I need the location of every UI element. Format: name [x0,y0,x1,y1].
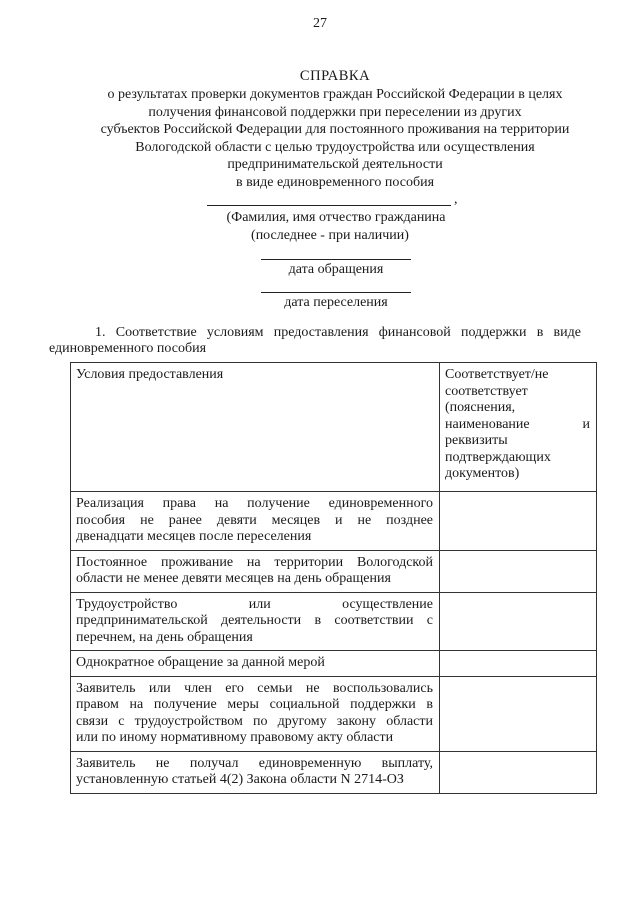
relocation-date-blank-line[interactable] [261,292,411,293]
table-header-row [71,363,597,492]
header-conditions: Условия предоставления [71,363,440,492]
section-1-line-2: единовременного пособия [49,341,207,356]
subtitle-line: субъектов Российской Федерации для постоянного проживания на территории [100,122,570,137]
subtitle-line: предпринимательской деятельности [227,157,443,172]
relocation-date-label: дата переселения [284,295,388,310]
compliance-cell[interactable] [440,676,597,751]
table-row [71,592,597,651]
table-row [71,492,597,551]
page-number: 27 [313,16,327,31]
condition-cell: Заявитель не получал единовременную выплату, установленную статьей 4(2) Закона области N 2714-ОЗ [71,751,440,793]
table-row [71,676,597,751]
condition-cell: Однократное обращение за данной мерой [71,651,440,677]
application-date-blank-line[interactable] [261,259,411,260]
subtitle-line: Вологодской области с целью трудоустройства или осуществления [135,139,535,155]
compliance-cell[interactable] [440,492,597,551]
section-1-heading [49,325,581,357]
condition-cell: Постоянное проживание на территории Вологодской области не менее девяти месяцев на день обращения [71,550,440,592]
name-blank-line[interactable] [207,205,451,206]
table-row [71,751,597,793]
document-subtitle [60,86,610,191]
compliance-cell[interactable] [440,751,597,793]
header-compliance: Соответствует/не соответствует (пояснения, наименование и реквизиты подтверждающих документов) [440,363,597,492]
condition-cell: Реализация права на получение единовременного пособия не ранее девяти месяцев и не позднее двенадцати месяцев после переселения [71,492,440,551]
subtitle-line: получения финансовой поддержки при переселении из других [148,104,522,120]
section-1-line-1: 1. Соответствие условиям предоставления финансовой поддержки в виде [95,325,581,340]
subtitle-line: о результатах проверки документов граждан Российской Федерации в целях [107,87,563,102]
compliance-cell[interactable] [440,550,597,592]
table-row [71,550,597,592]
document-title: СПРАВКА [299,68,371,84]
compliance-cell[interactable] [440,592,597,651]
conditions-table [70,362,597,794]
table-row [71,651,597,677]
subtitle-line: в виде единовременного пособия [235,174,435,190]
condition-cell: Заявитель или член его семьи не воспользовались правом на получение меры социальной поддержки в связи с трудоустройством по другому закону области или по иному нормативному правовому акту области [71,676,440,751]
name-caption-1: (Фамилия, имя отчество гражданина [226,210,446,225]
compliance-cell[interactable] [440,651,597,677]
condition-cell: Трудоустройство или осуществление предпринимательской деятельности в соответствии с перечнем, на день обращения [71,592,440,651]
name-caption-2: (последнее - при наличии) [251,228,409,243]
name-comma: , [454,192,458,207]
application-date-label: дата обращения [288,262,384,277]
